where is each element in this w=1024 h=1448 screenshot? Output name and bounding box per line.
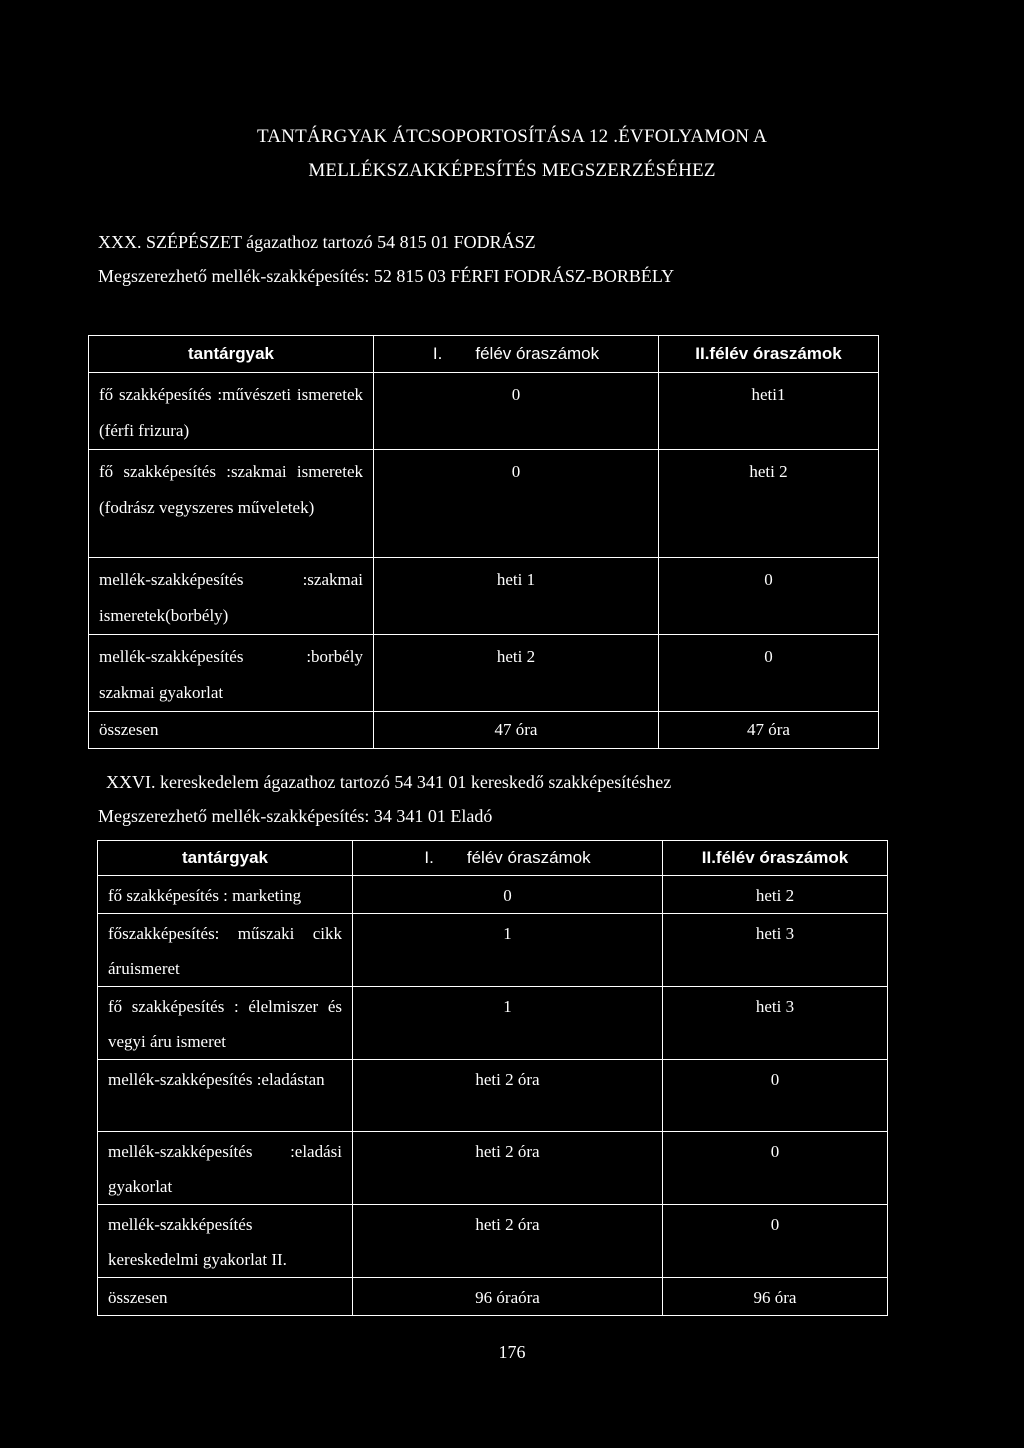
column-header-semester1: I. félév óraszámok: [374, 336, 659, 373]
total-semester2-cell: 96 óra: [663, 1278, 888, 1316]
total-semester1-cell: 47 óra: [374, 712, 659, 749]
section1-table: [88, 335, 879, 749]
subject-cell: mellék-szakképesítés :szakmai ismeretek(borbély): [89, 558, 374, 635]
table-total-row: [89, 712, 879, 749]
total-label-cell: összesen: [89, 712, 374, 749]
page-number: 176: [498, 1342, 526, 1362]
column-header-subjects: tantárgyak: [98, 841, 353, 876]
table-row: [98, 1060, 888, 1132]
semester2-cell: 0: [659, 558, 879, 635]
semester1-cell: 0: [374, 373, 659, 450]
semester1-cell: heti 2 óra: [353, 1132, 663, 1205]
semester2-cell: 0: [663, 1060, 888, 1132]
table-row: [98, 1132, 888, 1205]
subject-cell: mellék-szakképesítés :borbély szakmai gyakorlat: [89, 635, 374, 712]
section2-heading: XXVI. kereskedelem ágazathoz tartozó 54 341 01 kereskedő szakképesítéshez: [106, 772, 672, 792]
subject-cell: fő szakképesítés : élelmiszer és vegyi áru ismeret: [98, 987, 353, 1060]
table-header-row: [89, 336, 879, 373]
table-row: [89, 558, 879, 635]
table-row: [89, 450, 879, 558]
semester1-cell: heti 2 óra: [353, 1060, 663, 1132]
subject-cell: fő szakképesítés :művészeti ismeretek (férfi frizura): [89, 373, 374, 450]
table-row: [89, 635, 879, 712]
total-semester1-cell: 96 óraóra: [353, 1278, 663, 1316]
section2-table: [97, 840, 888, 1316]
subject-cell: mellék-szakképesítés :eladási gyakorlat: [98, 1132, 353, 1205]
table-row: [98, 987, 888, 1060]
table-total-row: [98, 1278, 888, 1316]
column-header-semester1: I. félév óraszámok: [353, 841, 663, 876]
semester2-cell: heti 2: [663, 876, 888, 914]
subject-cell: főszakképesítés: műszaki cikk áruismeret: [98, 914, 353, 987]
table-row: [98, 914, 888, 987]
subject-cell: fő szakképesítés : marketing: [98, 876, 353, 914]
semester1-cell: 1: [353, 914, 663, 987]
section1-subheading: Megszerezhető mellék-szakképesítés: 52 815 03 FÉRFI FODRÁSZ-BORBÉLY: [98, 266, 675, 286]
semester1-cell: 0: [353, 876, 663, 914]
table-header-row: [98, 841, 888, 876]
table-row: [98, 876, 888, 914]
table-row: [98, 1205, 888, 1278]
semester2-cell: 0: [663, 1205, 888, 1278]
subject-cell: mellék-szakképesítés kereskedelmi gyakorlat II.: [98, 1205, 353, 1278]
table-row: [89, 373, 879, 450]
total-label-cell: összesen: [98, 1278, 353, 1316]
semester2-cell: 0: [659, 635, 879, 712]
column-header-semester2: II.félév óraszámok: [659, 336, 879, 373]
page-title-line2: MELLÉKSZAKKÉPESÍTÉS MEGSZERZÉSÉHEZ: [308, 160, 716, 181]
semester1-cell: heti 1: [374, 558, 659, 635]
semester1-cell: 0: [374, 450, 659, 558]
semester2-cell: heti 2: [659, 450, 879, 558]
semester2-cell: heti1: [659, 373, 879, 450]
page-title-line1: TANTÁRGYAK ÁTCSOPORTOSÍTÁSA 12 .ÉVFOLYAMON A: [256, 126, 768, 147]
semester1-cell: heti 2 óra: [353, 1205, 663, 1278]
semester1-cell: 1: [353, 987, 663, 1060]
section2-subheading: Megszerezhető mellék-szakképesítés: 34 341 01 Eladó: [98, 806, 493, 826]
semester2-cell: heti 3: [663, 914, 888, 987]
column-header-subjects: tantárgyak: [89, 336, 374, 373]
total-semester2-cell: 47 óra: [659, 712, 879, 749]
subject-cell: fő szakképesítés :szakmai ismeretek (fodrász vegyszeres műveletek): [89, 450, 374, 558]
column-header-semester2: II.félév óraszámok: [663, 841, 888, 876]
semester2-cell: 0: [663, 1132, 888, 1205]
semester2-cell: heti 3: [663, 987, 888, 1060]
section1-heading: XXX. SZÉPÉSZET ágazathoz tartozó 54 815 01 FODRÁSZ: [98, 232, 536, 252]
semester1-cell: heti 2: [374, 635, 659, 712]
subject-cell: mellék-szakképesítés :eladástan: [98, 1060, 353, 1132]
